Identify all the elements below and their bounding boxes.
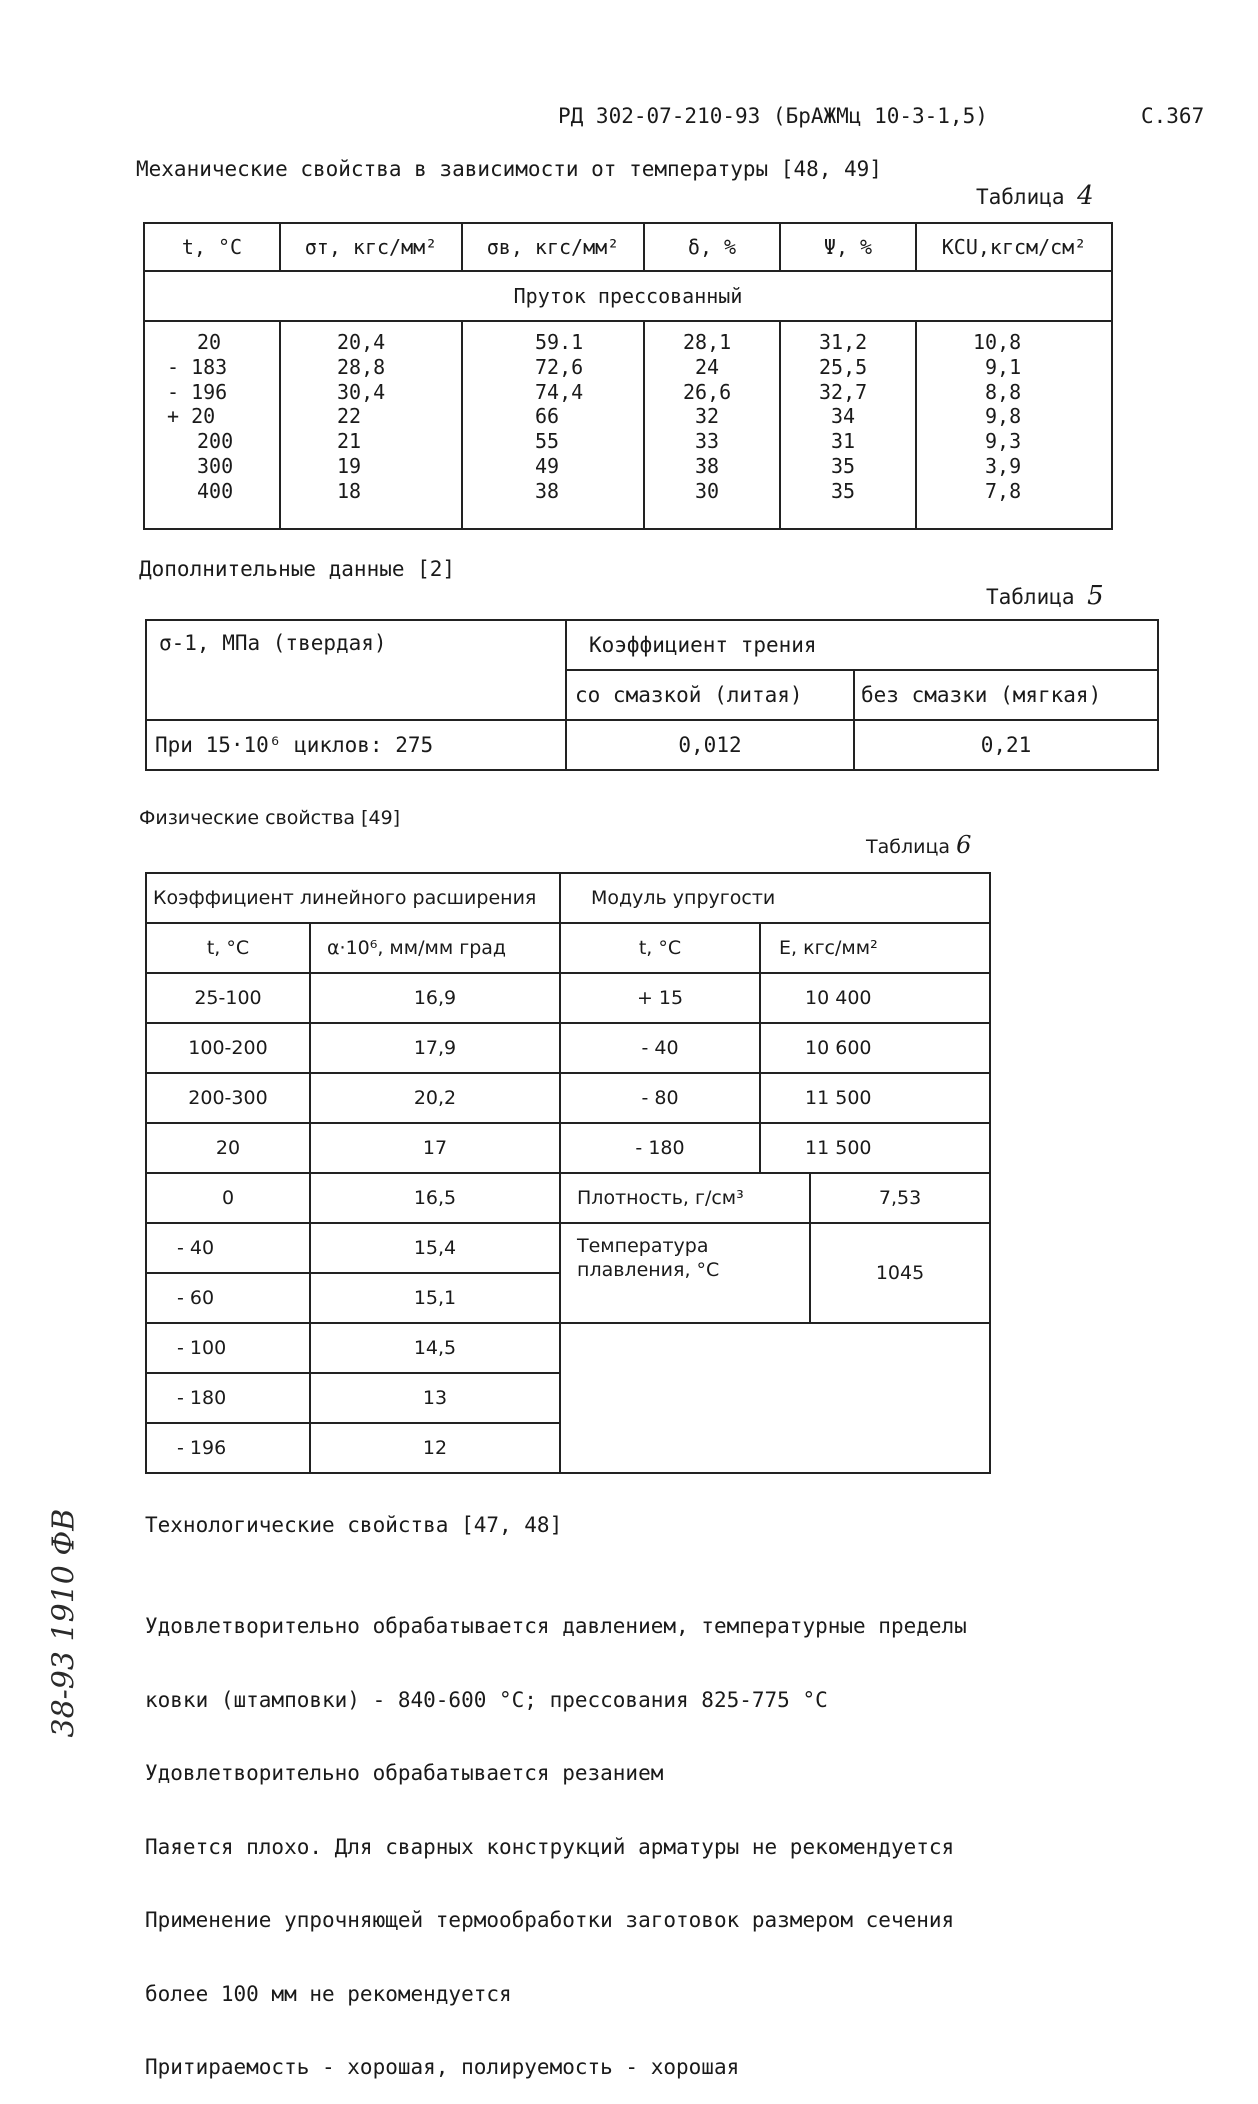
- cell: 72,6: [535, 354, 584, 379]
- cell: 38: [535, 478, 560, 503]
- data-column-temperature: [144, 321, 280, 529]
- cell: 55: [535, 429, 560, 454]
- cell: - 100: [146, 1323, 310, 1373]
- cell: 8,8: [985, 379, 1022, 404]
- tech-line: более 100 мм не рекомендуется: [145, 1981, 512, 2006]
- table5-label-text: Таблица: [986, 585, 1075, 609]
- cell: - 196: [146, 1423, 310, 1473]
- cell: 15,1: [310, 1273, 560, 1323]
- melting-value: 1045: [810, 1223, 990, 1323]
- tech-line: Притираемость - хорошая, полируемость - хорошая: [145, 2055, 740, 2079]
- cell: 28,1: [683, 330, 732, 354]
- table-row: [146, 1123, 990, 1173]
- table5-number: 5: [1087, 581, 1104, 611]
- table4-label: [976, 181, 1094, 211]
- cell: 400: [197, 478, 234, 503]
- cell: 15,4: [310, 1223, 560, 1273]
- cell: - 196: [167, 379, 228, 404]
- cell: 20: [146, 1123, 310, 1173]
- cell: - 80: [560, 1073, 760, 1123]
- cell: 66: [535, 404, 560, 429]
- cell: 11 500: [760, 1073, 990, 1123]
- data-column-yield: [280, 321, 462, 529]
- cell: 100-200: [146, 1023, 310, 1073]
- cell: 10 400: [760, 973, 990, 1023]
- cell: 20,2: [310, 1073, 560, 1123]
- lubricated-value: 0,012: [566, 720, 854, 770]
- melting-label: Температура плавления, °C: [560, 1223, 810, 1323]
- cell: 30,4: [337, 379, 386, 404]
- table6-label: [866, 831, 971, 859]
- friction-header: Коэффициент трения: [566, 620, 1158, 670]
- cell: 9,8: [985, 404, 1022, 429]
- expansion-header: Коэффициент линейного расширения: [146, 873, 560, 923]
- tech-line: ковки (штамповки) - 840-600 °C; прессования 825-775 °C: [145, 1687, 828, 1712]
- header-cell: δ, %: [644, 223, 780, 271]
- cell: 13: [310, 1373, 560, 1423]
- cell: 17: [310, 1123, 560, 1173]
- table-header-row: [146, 620, 1158, 670]
- table-row: [146, 1223, 990, 1273]
- data-column-tensile: [462, 321, 644, 529]
- cell: 34: [831, 404, 856, 429]
- table-row: [146, 1023, 990, 1073]
- cell: 28,8: [337, 354, 386, 379]
- cell: 20,4: [337, 330, 386, 354]
- cell: - 60: [146, 1273, 310, 1323]
- table-row: [146, 1073, 990, 1123]
- density-label: Плотность, г/см³: [560, 1173, 810, 1223]
- temp-header: t, °C: [560, 923, 760, 973]
- cell: - 180: [146, 1373, 310, 1423]
- section-row: [144, 271, 1112, 321]
- cell: - 40: [146, 1223, 310, 1273]
- header-cell: Ψ, %: [780, 223, 916, 271]
- alpha-header: α·10⁶, мм/мм град: [310, 923, 560, 973]
- table6-title: Физические свойства [49]: [139, 807, 401, 829]
- dry-value: 0,21: [854, 720, 1158, 770]
- table-row: [146, 1323, 990, 1373]
- tech-line: Удовлетворительно обрабатывается давлением, температурные пределы: [145, 1614, 967, 1638]
- cell: 9,3: [985, 429, 1022, 454]
- cell: 22: [337, 404, 362, 429]
- cell: 31: [831, 429, 856, 454]
- tech-line: Паяется плохо. Для сварных конструкций арматуры не рекомендуется: [145, 1834, 955, 1859]
- table4-title: Механические свойства в зависимости от температуры [48, 49]: [136, 157, 882, 181]
- tech-text: [145, 1565, 967, 2104]
- tech-line: Применение упрочняющей термообработки заготовок размером сечения: [145, 1908, 955, 1932]
- cell: 35: [831, 478, 856, 503]
- cell: 21: [337, 429, 362, 454]
- table4-number: 4: [1077, 181, 1094, 211]
- table-header-row: [144, 223, 1112, 271]
- cell: 19: [337, 453, 362, 478]
- cell: 11 500: [760, 1123, 990, 1173]
- cell: 17,9: [310, 1023, 560, 1073]
- header-cell: t, °C: [144, 223, 280, 271]
- table-header-row: [146, 873, 990, 923]
- page-number: С.367: [1141, 104, 1205, 128]
- table5-label: [986, 581, 1104, 611]
- density-value: 7,53: [810, 1173, 990, 1223]
- data-column-impact: [916, 321, 1112, 529]
- header-cell: σт, кгс/мм²: [280, 223, 462, 271]
- cell: 49: [535, 453, 560, 478]
- cell: 25-100: [146, 973, 310, 1023]
- cell: 200-300: [146, 1073, 310, 1123]
- additional-data-table: [145, 619, 1159, 771]
- cell: 18: [337, 478, 362, 503]
- cell: 0: [146, 1173, 310, 1223]
- empty-cell: [560, 1323, 990, 1473]
- tech-title: Технологические свойства [47, 48]: [145, 1513, 563, 1537]
- table-row: [146, 973, 990, 1023]
- cell: 16,5: [310, 1173, 560, 1223]
- cell: 26,6: [683, 379, 732, 404]
- dry-header: без смазки (мягкая): [854, 670, 1158, 720]
- physical-properties-table: [145, 872, 991, 1474]
- fatigue-value: При 15·10⁶ циклов: 275: [146, 720, 566, 770]
- data-column-elongation: [644, 321, 780, 529]
- handwritten-margin-note: 38-93 1910 ФВ: [46, 1508, 82, 1738]
- cell: 38: [695, 453, 720, 478]
- document-code: РД 302-07-210-93 (БрАЖМц 10-3-1,5): [558, 104, 988, 128]
- cell: 25,5: [819, 354, 868, 379]
- table-row: [146, 1173, 990, 1223]
- header-cell: KCU,кгсм/см²: [916, 223, 1112, 271]
- cell: 10 600: [760, 1023, 990, 1073]
- cell: 32: [695, 404, 720, 429]
- header-cell: σв, кгс/мм²: [462, 223, 644, 271]
- cell: 12: [310, 1423, 560, 1473]
- cell: 33: [695, 429, 720, 454]
- table-row: [144, 321, 1112, 529]
- cell: 7,8: [985, 478, 1022, 503]
- cell: + 15: [560, 973, 760, 1023]
- cell: 20: [197, 330, 222, 354]
- cell: - 40: [560, 1023, 760, 1073]
- cell: 9,1: [985, 354, 1022, 379]
- cell: 16,9: [310, 973, 560, 1023]
- modulus-value-header: E, кгс/мм²: [760, 923, 990, 973]
- cell: 30: [695, 478, 720, 503]
- tech-line: Удовлетворительно обрабатывается резанием: [145, 1761, 664, 1785]
- table-subheader-row: [146, 923, 990, 973]
- section-label: Пруток прессованный: [144, 271, 1112, 321]
- lubricated-header: со смазкой (литая): [566, 670, 854, 720]
- cell: 32,7: [819, 379, 868, 404]
- cell: 200: [197, 429, 234, 454]
- cell: 10,8: [973, 330, 1022, 354]
- temp-header: t, °C: [146, 923, 310, 973]
- table4-label-text: Таблица: [976, 185, 1065, 209]
- cell: 59.1: [535, 330, 584, 354]
- cell: - 183: [167, 354, 228, 379]
- fatigue-header: σ-1, МПа (твердая): [146, 620, 566, 720]
- cell: 300: [197, 453, 234, 478]
- cell: 14,5: [310, 1323, 560, 1373]
- cell: 3,9: [985, 453, 1022, 478]
- mechanical-properties-table: [143, 222, 1113, 530]
- table-row: [146, 720, 1158, 770]
- cell: - 180: [560, 1123, 760, 1173]
- cell: 24: [695, 354, 720, 379]
- modulus-header: Модуль упругости: [560, 873, 990, 923]
- table6-number: 6: [956, 831, 972, 859]
- cell: 35: [831, 453, 856, 478]
- data-column-reduction: [780, 321, 916, 529]
- table5-title: Дополнительные данные [2]: [139, 557, 456, 581]
- cell: + 20: [167, 404, 216, 429]
- cell: 74,4: [535, 379, 584, 404]
- table6-label-text: Таблица: [866, 836, 951, 858]
- cell: 31,2: [819, 330, 868, 354]
